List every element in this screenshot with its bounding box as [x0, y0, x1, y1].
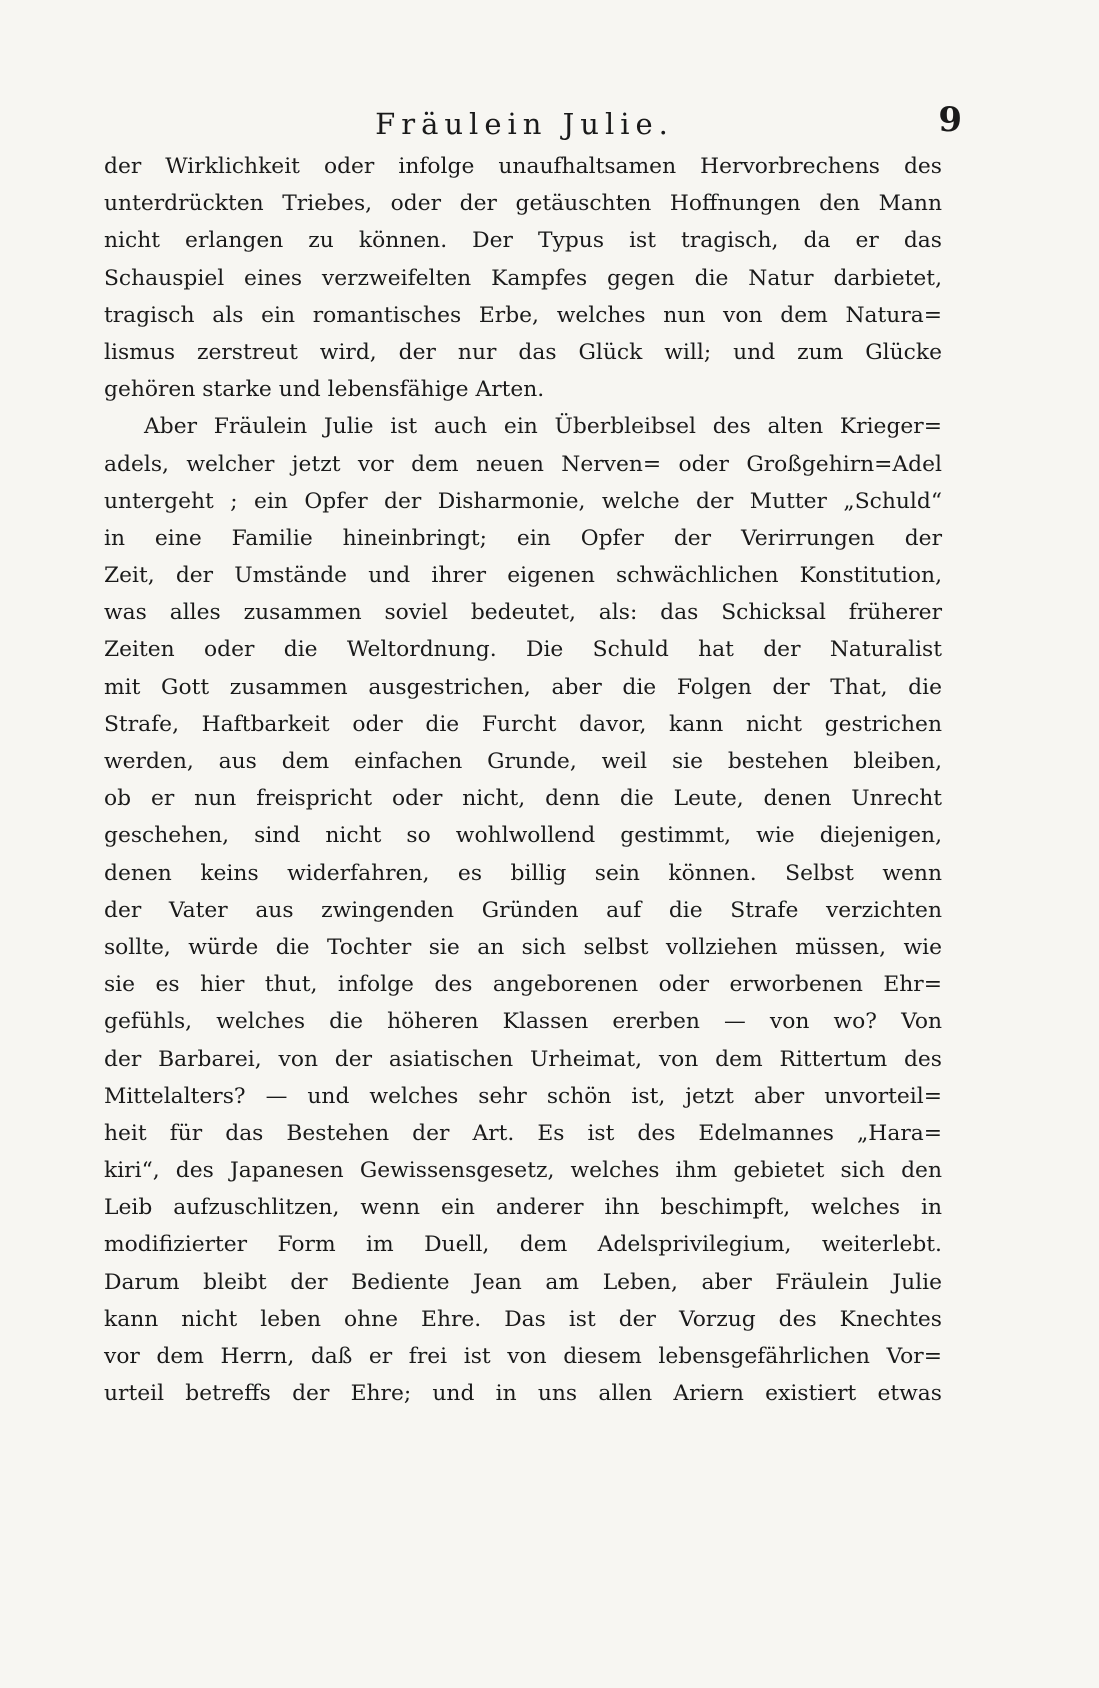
text-line: gehören starke und lebensfähige Arten.	[104, 377, 545, 403]
text-line: der Wirklichkeit oder infolge unaufhaltsamen Hervorbrechens des	[104, 154, 942, 179]
text-line: Schauspiel eines verzweifelten Kampfes gegen die Natur darbietet,	[104, 265, 942, 291]
text-line: Zeit, der Umstände und ihrer eigenen schwächlichen Konstitution,	[104, 563, 942, 589]
text-line: lismus zerstreut wird, der nur das Glück will; und zum Glücke	[104, 339, 942, 365]
text-line: sollte, würde die Tochter sie an sich selbst vollziehen müssen, wie	[104, 934, 942, 960]
text-line: modifizierter Form im Duell, dem Adelsprivilegium, weiterlebt.	[104, 1232, 942, 1258]
running-title: Fräulein Julie.	[375, 107, 674, 141]
text-line: vor dem Herrn, daß er frei ist von diesem lebensgefährlichen Vor=	[104, 1344, 942, 1369]
text-line: Darum bleibt der Bediente Jean am Leben, aber Fräulein Julie	[104, 1269, 942, 1295]
text-line: geschehen, sind nicht so wohlwollend gestimmt, wie diejenigen,	[104, 823, 942, 849]
text-line: kiri“, des Japanesen Gewissensgesetz, welches ihm gebietet sich den	[104, 1158, 942, 1184]
text-line: kann nicht leben ohne Ehre. Das ist der Vorzug des Knechtes	[104, 1306, 942, 1332]
body-text	[104, 148, 942, 1412]
text-line: adels, welcher jetzt vor dem neuen Nerven= oder Großgehirn=Adel	[104, 451, 942, 477]
page-number: 9	[938, 100, 962, 140]
text-line: untergeht ; ein Opfer der Disharmonie, welche der Mutter „Schuld“	[104, 488, 942, 514]
text-line: was alles zusammen soviel bedeutet, als: das Schicksal früherer	[104, 600, 942, 626]
text-line: denen keins widerfahren, es billig sein können. Selbst wenn	[104, 860, 942, 886]
text-line: tragisch als ein romantisches Erbe, welches nun von dem Natura=	[104, 302, 942, 328]
text-line: Strafe, Haftbarkeit oder die Furcht davor, kann nicht gestrichen	[104, 711, 942, 737]
text-line: Zeiten oder die Weltordnung. Die Schuld hat der Naturalist	[104, 637, 942, 663]
text-line: Mittelalters? — und welches sehr schön ist, jetzt aber unvorteil=	[104, 1083, 942, 1109]
text-line: unterdrückten Triebes, oder der getäuschten Hoffnungen den Mann	[104, 191, 942, 217]
text-line: der Barbarei, von der asiatischen Urheimat, von dem Rittertum des	[104, 1046, 942, 1072]
text-line: urteil betreffs der Ehre; und in uns allen Ariern existiert etwas	[104, 1381, 942, 1407]
text-line: werden, aus dem einfachen Grunde, weil sie bestehen bleiben,	[104, 749, 942, 774]
text-line: Aber Fräulein Julie ist auch ein Überbleibsel des alten Krieger=	[144, 414, 942, 440]
text-line: sie es hier thut, infolge des angeborenen oder erworbenen Ehr=	[104, 972, 942, 998]
text-line: nicht erlangen zu können. Der Typus ist tragisch, da er das	[104, 228, 942, 254]
text-line: mit Gott zusammen ausgestrichen, aber die Folgen der That, die	[104, 674, 942, 700]
text-line: in eine Familie hineinbringt; ein Opfer der Verirrungen der	[104, 525, 942, 551]
text-line: heit für das Bestehen der Art. Es ist des Edelmannes „Hara=	[104, 1120, 942, 1146]
text-line: Leib aufzuschlitzen, wenn ein anderer ihn beschimpft, welches in	[104, 1195, 942, 1221]
text-line: gefühls, welches die höheren Klassen ererben — von wo? Von	[104, 1009, 942, 1035]
text-line: der Vater aus zwingenden Gründen auf die Strafe verzichten	[104, 897, 942, 923]
text-line: ob er nun freispricht oder nicht, denn die Leute, denen Unrecht	[104, 786, 942, 812]
